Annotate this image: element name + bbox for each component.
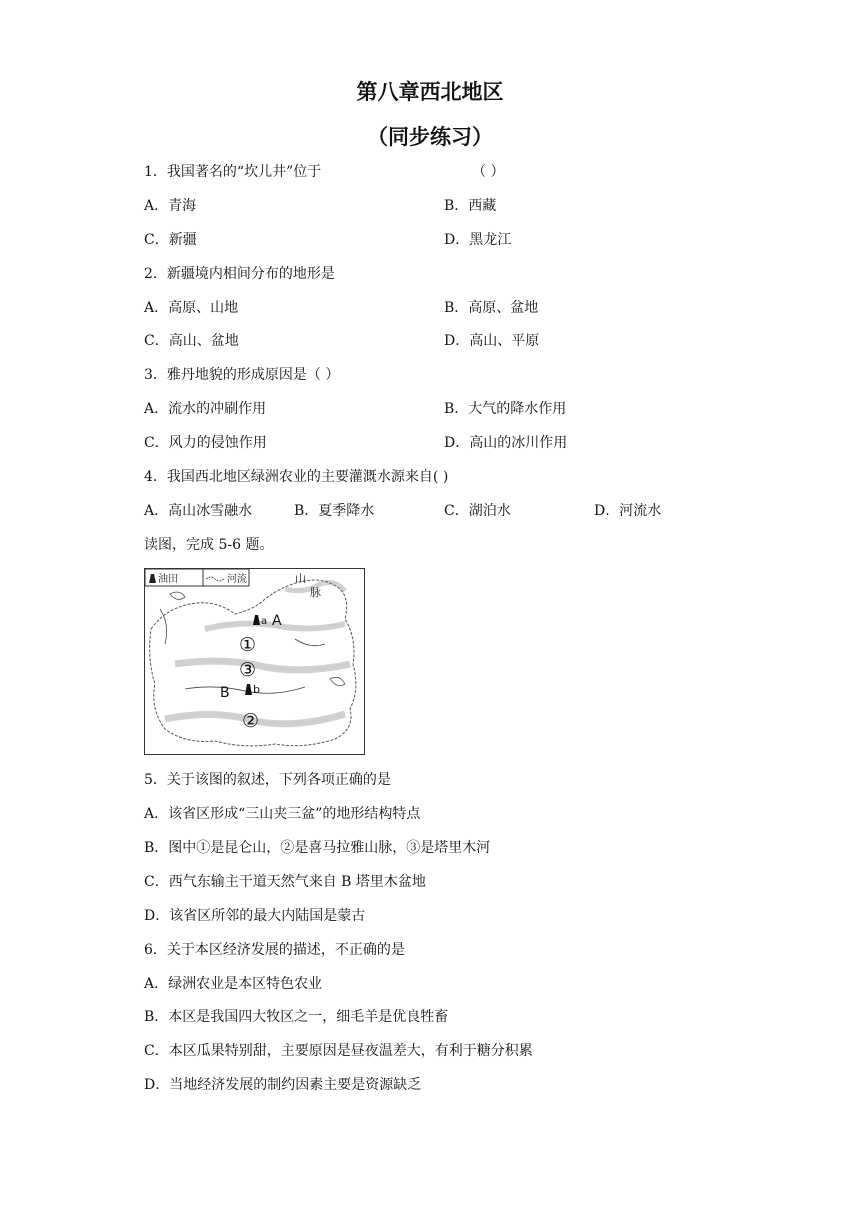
q1-option-b: B．西藏 bbox=[444, 198, 497, 214]
q2-option-c: C．高山、盆地 bbox=[144, 333, 239, 349]
map-label-b: b bbox=[253, 683, 260, 696]
lake-shape-east bbox=[330, 677, 345, 685]
q6-option-a: A．绿洲农业是本区特色农业 bbox=[144, 976, 323, 992]
page-title: 第八章西北地区 bbox=[356, 80, 504, 104]
q1-answer-paren: （ ） bbox=[472, 164, 505, 180]
map-label-shan: 山 bbox=[295, 572, 306, 585]
q1-option-a: A．青海 bbox=[144, 198, 197, 214]
mountain-range-3 bbox=[175, 661, 350, 670]
q6-option-b: B．本区是我国四大牧区之一，细毛羊是优良牲畜 bbox=[144, 1009, 449, 1025]
q5-option-b: B．图中①是昆仑山，②是喜马拉雅山脉，③是塔里木河 bbox=[144, 840, 491, 856]
q1-stem: 1．我国著名的“坎儿井”位于 bbox=[144, 164, 322, 180]
read-map-instruction: 读图，完成 5-6 题。 bbox=[144, 537, 274, 553]
q6-option-d: D．当地经济发展的制约因素主要是资源缺乏 bbox=[144, 1077, 422, 1093]
q3-option-c: C．风力的侵蚀作用 bbox=[144, 435, 267, 451]
map-label-mai: 脉 bbox=[310, 586, 321, 599]
river-line bbox=[185, 687, 305, 693]
q5-option-d: D．该省区所邻的最大内陆国是蒙古 bbox=[144, 908, 366, 924]
legend-oil-label: 油田 bbox=[158, 574, 178, 585]
oil-field-b-icon bbox=[245, 684, 252, 695]
map-mark-1: ① bbox=[239, 634, 257, 656]
q4-option-b: B．夏季降水 bbox=[294, 503, 375, 519]
map-label-B: B bbox=[220, 685, 230, 701]
q5-option-a: A．该省区形成“三山夹三盆”的地形结构特点 bbox=[144, 806, 421, 822]
river-line-east bbox=[295, 639, 325, 646]
q4-option-c: C．湖泊水 bbox=[444, 503, 511, 519]
oil-field-a-icon bbox=[253, 615, 260, 625]
legend-river-label: 河流 bbox=[227, 574, 247, 585]
q5-stem: 5．关于该图的叙述，下列各项正确的是 bbox=[144, 772, 391, 788]
q2-option-d: D．高山、平原 bbox=[444, 333, 540, 349]
q3-option-d: D．高山的冰川作用 bbox=[444, 435, 568, 451]
map-label-A: A bbox=[272, 613, 282, 629]
q1-option-d: D．黑龙江 bbox=[444, 232, 512, 248]
q4-option-a: A．高山冰雪融水 bbox=[144, 503, 253, 519]
map-mark-2: ② bbox=[242, 710, 260, 732]
map-label-a: a bbox=[261, 616, 268, 627]
q4-stem: 4．我国西北地区绿洲农业的主要灌溉水源来自( ) bbox=[144, 469, 449, 485]
page-subtitle: （同步练习） bbox=[367, 125, 493, 149]
q2-option-a: A．高原、山地 bbox=[144, 300, 239, 316]
q6-stem: 6．关于本区经济发展的描述，不正确的是 bbox=[144, 942, 405, 958]
q3-option-a: A．流水的冲刷作用 bbox=[144, 401, 267, 417]
q6-option-c: C．本区瓜果特别甜，主要原因是昼夜温差大，有利于糖分积累 bbox=[144, 1043, 533, 1059]
lake-shape bbox=[170, 592, 185, 599]
q4-option-d: D．河流水 bbox=[594, 503, 662, 519]
q3-option-b: B．大气的降水作用 bbox=[444, 401, 567, 417]
q3-stem: 3．雅丹地貌的形成原因是（ ） bbox=[144, 367, 340, 383]
map-drawing bbox=[145, 569, 364, 754]
q5-option-c: C．西气东输主干道天然气来自 B 塔里木盆地 bbox=[144, 874, 426, 890]
xinjiang-map-figure bbox=[144, 568, 365, 755]
map-mark-3: ③ bbox=[239, 659, 257, 681]
q2-option-b: B．高原、盆地 bbox=[444, 300, 539, 316]
q2-stem: 2．新疆境内相间分布的地形是 bbox=[144, 266, 335, 282]
q1-option-c: C．新疆 bbox=[144, 232, 197, 248]
